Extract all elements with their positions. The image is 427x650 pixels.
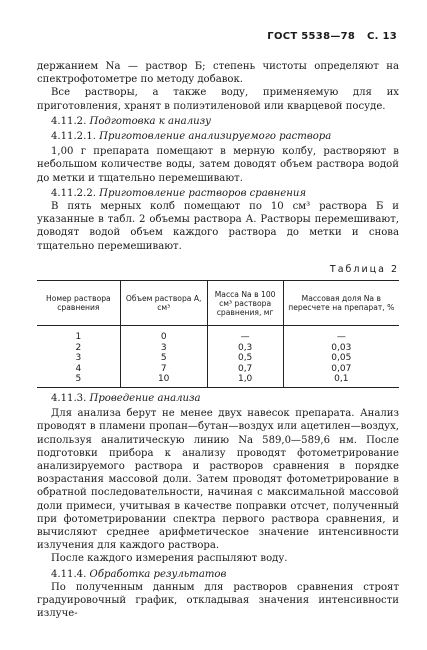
paragraph: В пять мерных колб помещают по 10 см³ раствора Б и указанные в табл. 2 объемы раствора А. Растворы перемешивают, доводят водой объем каждого раствора до метки и снова тщательно перемешивают.: [37, 201, 399, 252]
section-heading: [37, 568, 399, 581]
table-cell: 1: [75, 332, 82, 343]
section-title: Приготовление растворов сравнения: [99, 187, 307, 199]
section-heading: [37, 130, 399, 143]
table-cell: 0,7: [207, 364, 283, 375]
table-cell: —: [207, 326, 283, 343]
table-cell: 7: [120, 364, 207, 375]
section-title: Приготовление анализируемого раствора: [99, 131, 332, 143]
section-title: Обработка результатов: [89, 568, 227, 580]
table-row: [37, 343, 399, 354]
paragraph: Для анализа берут не менее двух навесок препарата. Анализ проводят в пламени пропан—бутан—воздух или ацетилен—воздух, используя аналитическую линию Na 589,0—589,6 нм. После подготовки прибора к анализу проводят фотометрирование анализируемого раствора и растворов сравнения в порядке возрастания массовой доли. Затем проводят фотометрирование в обратной последовательности, начиная с максимальной массовой доли примеси, учитывая в качестве поправки отсчет, полученный при фотометрировании спектра первого раствора сравнения, и вычисляют среднее арифметическое значение интенсивности излучения для каждого раствора.: [37, 408, 399, 552]
section-title: Проведение анализа: [89, 393, 201, 405]
table-cell: 3: [120, 343, 207, 354]
table-cell: 0,03: [283, 343, 399, 354]
paragraph: Все растворы, а также воду, применяемую для их приготовления, хранят в полиэтиленовой или кварцевой посуде.: [37, 87, 399, 112]
section-number: 4.11.4.: [51, 568, 87, 580]
column-header: Масса Na в 100 см³ раствора сравнения, мг: [207, 281, 283, 326]
table-cell: 10: [120, 374, 207, 387]
section-heading: [37, 392, 399, 405]
section-title: Подготовка к анализу: [89, 115, 211, 127]
section-number: 4.11.3.: [51, 393, 87, 405]
document-body: [37, 60, 399, 620]
table-row: [37, 326, 399, 343]
table-cell: 2: [75, 342, 82, 353]
column-header: Массовая доля Na в пересчете на препарат, %: [283, 281, 399, 326]
table-row: [37, 364, 399, 375]
table-cell: 0,05: [283, 353, 399, 364]
table-cell: 1,0: [207, 374, 283, 387]
section-heading: [37, 187, 399, 200]
standard-number: ГОСТ 5538—78: [267, 31, 356, 42]
table-cell: 5: [37, 374, 120, 387]
table-cell: 0,5: [207, 353, 283, 364]
table-caption: Таблица 2: [329, 263, 399, 275]
section-heading: [37, 115, 399, 128]
paragraph: 1,00 г препарата помещают в мерную колбу, растворяют в небольшом количестве воды, затем доводят объем раствора водой до метки и тщательно перемешивают.: [37, 146, 399, 184]
column-header: Объем раствора А, см³: [120, 281, 207, 326]
page-number: С. 13: [366, 31, 397, 42]
table-cell: 0,1: [283, 374, 399, 387]
page-header: [267, 30, 397, 43]
paragraph: держанием Na — раствор Б; степень чистоты определяют на спектрофотометре по методу добавок.: [37, 61, 399, 86]
paragraph: После каждого измерения распыляют воду.: [51, 553, 288, 565]
table-cell: 4: [75, 363, 82, 374]
column-header: Номер раствора сравнения: [37, 281, 120, 326]
table-row: [37, 353, 399, 364]
section-number: 4.11.2.2.: [51, 187, 96, 199]
section-number: 4.11.2.1.: [51, 131, 96, 143]
table-cell: 3: [75, 353, 82, 364]
table-cell: —: [283, 326, 399, 343]
table-cell: 0,07: [283, 364, 399, 375]
table-row: [37, 374, 399, 387]
paragraph: По полученным данным для растворов сравнения строят градуировочный график, откладывая значения интенсивности излуче-: [37, 581, 399, 620]
section-number: 4.11.2.: [51, 115, 87, 127]
table-cell: 5: [120, 353, 207, 364]
table-cell: 0,3: [207, 343, 283, 354]
table-cell: 0: [120, 326, 207, 343]
reference-solutions-table: [37, 280, 399, 388]
